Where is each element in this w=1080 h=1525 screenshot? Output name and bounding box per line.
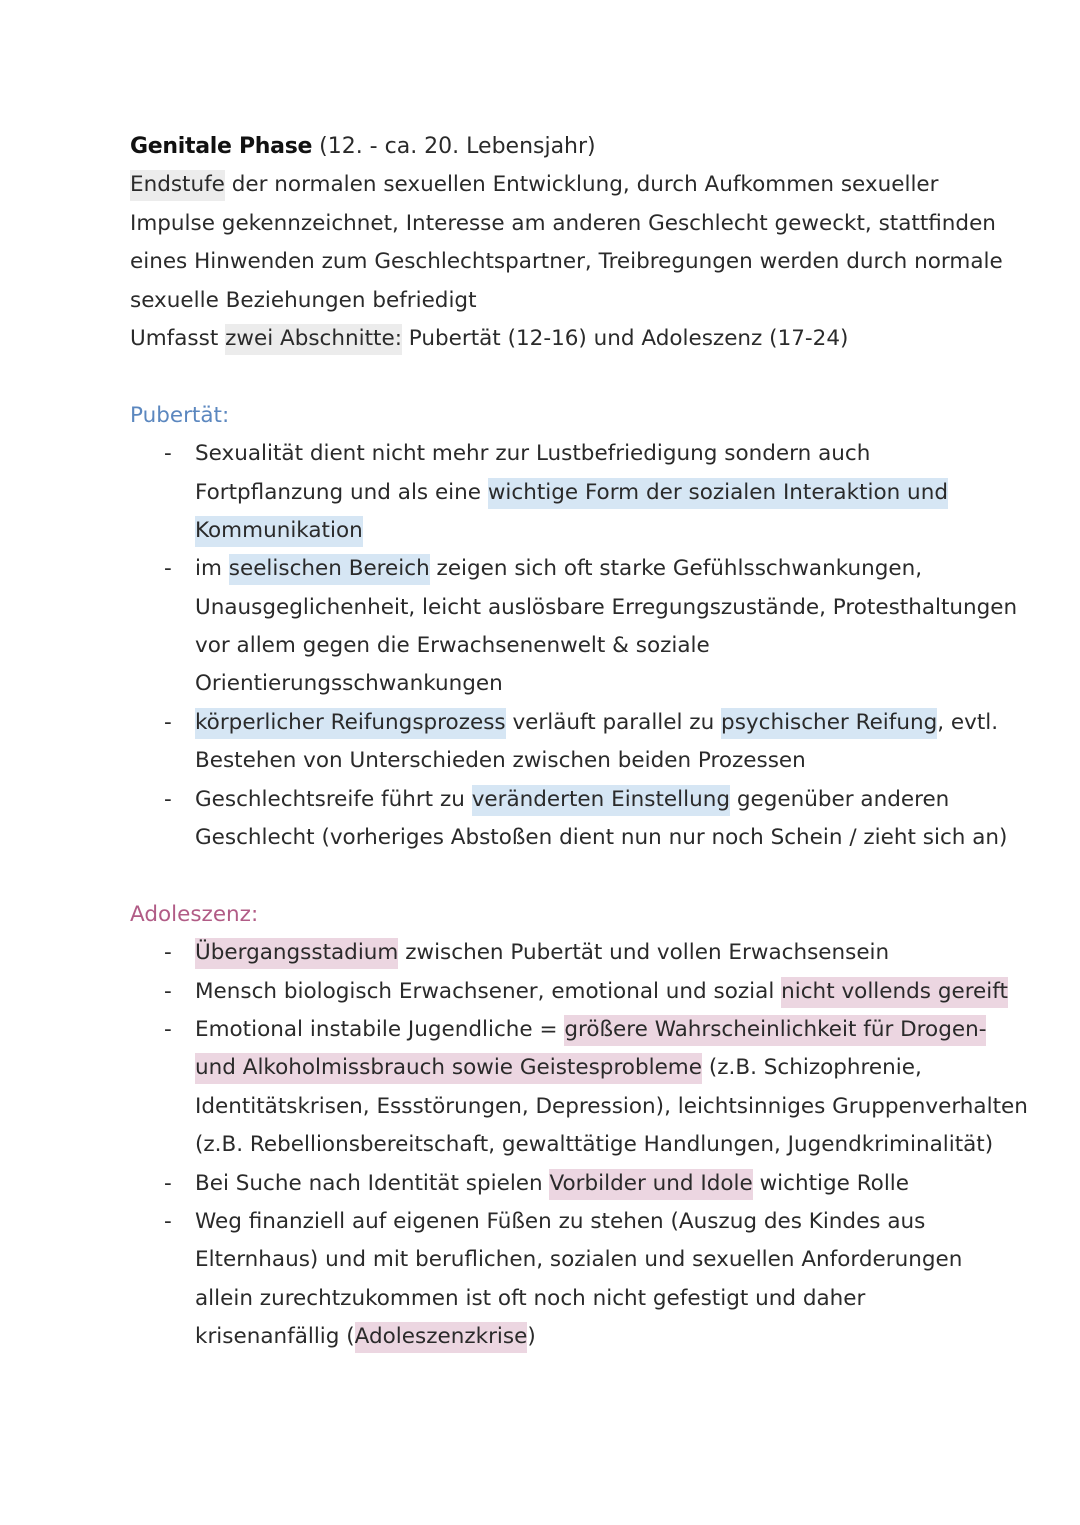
list-item-continuation: Unausgeglichenheit, leicht auslösbare Erregungszustände, Protesthaltungen	[195, 594, 1018, 620]
highlight-pink: nicht vollends gereift	[781, 977, 1008, 1008]
item-text: wichtige Rolle	[752, 1170, 910, 1196]
intro-line-3: eines Hinwenden zum Geschlechtspartner, Treibregungen werden durch normale	[130, 249, 1003, 275]
intro-line-2: Impulse gekennzeichnet, Interesse am anderen Geschlecht geweckt, stattfinden	[130, 210, 996, 236]
item-text: krisenanfällig (	[195, 1324, 355, 1350]
highlight-pink: Vorbilder und Idole	[549, 1169, 752, 1200]
bullet-dash: -	[164, 786, 172, 812]
spacer	[130, 857, 960, 895]
list-item	[130, 781, 960, 819]
list-item	[130, 435, 960, 473]
list-item-continuation: (z.B. Rebellionsbereitschaft, gewalttätige Handlungen, Jugendkriminalität)	[195, 1132, 994, 1158]
item-text: zeigen sich oft starke Gefühlsschwankungen,	[429, 556, 923, 582]
bullet-dash: -	[164, 1016, 172, 1042]
item-text: )	[527, 1324, 536, 1350]
item-text: Weg finanziell auf eigenen Füßen zu stehen (Auszug des Kindes aus	[195, 1208, 926, 1234]
intro-line-1	[130, 166, 960, 204]
title-rest: (12. - ca. 20. Lebensjahr)	[312, 134, 596, 159]
highlight-blue: körperlicher Reifungsprozess	[195, 708, 506, 739]
bullet-dash: -	[164, 441, 172, 467]
list-item	[130, 550, 960, 588]
list-item	[130, 704, 999, 742]
highlight-pink: und Alkoholmissbrauch sowie Geistesprobleme	[195, 1053, 702, 1084]
highlight-pink: Übergangsstadium	[195, 938, 398, 969]
list-item-continuation: Orientierungsschwankungen	[195, 671, 503, 697]
item-text: gegenüber anderen	[730, 786, 950, 812]
highlight-blue: wichtige Form der sozialen Interaktion und	[488, 478, 948, 509]
item-text: im	[195, 556, 229, 582]
list-item	[130, 1203, 960, 1241]
item-text: (z.B. Schizophrenie,	[701, 1055, 922, 1081]
list-item-continuation: Geschlecht (vorheriges Abstoßen dient nun nur noch Schein / zieht sich an)	[195, 825, 1008, 851]
bullet-dash: -	[164, 1208, 172, 1234]
title-bold: Genitale Phase	[130, 134, 313, 159]
intro-text: Umfasst	[130, 325, 226, 351]
highlight-pink: Adoleszenzkrise	[355, 1322, 528, 1353]
list-item-continuation	[130, 474, 960, 512]
item-text: , evtl.	[937, 709, 999, 735]
item-text: Emotional instabile Jugendliche =	[195, 1016, 565, 1042]
item-text: Geschlechtsreife führt zu	[195, 786, 472, 812]
item-text: Sexualität dient nicht mehr zur Lustbefriedigung sondern auch	[195, 441, 871, 467]
bullet-dash: -	[164, 556, 172, 582]
highlight-zwei-abschnitte: zwei Abschnitte:	[225, 324, 402, 355]
list-item	[130, 934, 960, 972]
item-text: zwischen Pubertät und vollen Erwachsensein	[398, 940, 890, 966]
list-item	[130, 1165, 960, 1203]
list-item-continuation	[130, 512, 960, 550]
list-item-continuation: Identitätskrisen, Essstörungen, Depression), leichtsinniges Gruppenverhalten	[195, 1093, 1028, 1119]
section-heading-adoleszenz: Adoleszenz:	[130, 901, 259, 927]
bullet-dash: -	[164, 940, 172, 966]
list-item	[130, 973, 1008, 1011]
highlight-blue: seelischen Bereich	[229, 554, 430, 585]
section-heading-pubertaet: Pubertät:	[130, 402, 230, 428]
spacer	[130, 358, 960, 396]
highlight-blue: veränderten Einstellung	[472, 785, 730, 816]
intro-text: Pubertät (12-16) und Adoleszenz (17-24)	[401, 325, 849, 351]
item-text: verläuft parallel zu	[505, 709, 722, 735]
intro-line-4: sexuelle Beziehungen befriedigt	[130, 287, 477, 313]
bullet-dash: -	[164, 1170, 172, 1196]
highlight-blue: Kommunikation	[195, 516, 363, 547]
highlight-pink: größere Wahrscheinlichkeit für Drogen-	[564, 1015, 986, 1046]
bullet-dash: -	[164, 978, 172, 1004]
intro-line-5	[130, 320, 960, 358]
item-text: Bei Suche nach Identität spielen	[195, 1170, 550, 1196]
list-item-continuation: Elternhaus) und mit beruflichen, sozialen und sexuellen Anforderungen	[195, 1247, 963, 1273]
list-item	[130, 1011, 987, 1049]
document-content	[130, 128, 1028, 1357]
item-text: Fortpflanzung und als eine	[195, 479, 488, 505]
page-title	[130, 128, 960, 166]
bullet-dash: -	[164, 709, 172, 735]
highlight-blue: psychischer Reifung	[721, 708, 937, 739]
list-item-continuation	[130, 1049, 960, 1087]
intro-text: der normalen sexuellen Entwicklung, durch Aufkommen sexueller	[224, 172, 939, 198]
list-item-continuation: allein zurechtzukommen ist oft noch nicht gefestigt und daher	[195, 1285, 866, 1311]
list-item-continuation: Bestehen von Unterschieden zwischen beiden Prozessen	[195, 748, 806, 774]
list-item-continuation: vor allem gegen die Erwachsenenwelt & soziale	[195, 633, 710, 659]
highlight-endstufe: Endstufe	[130, 170, 225, 201]
item-text: Mensch biologisch Erwachsener, emotional und sozial	[195, 978, 782, 1004]
list-item-continuation	[130, 1318, 960, 1356]
